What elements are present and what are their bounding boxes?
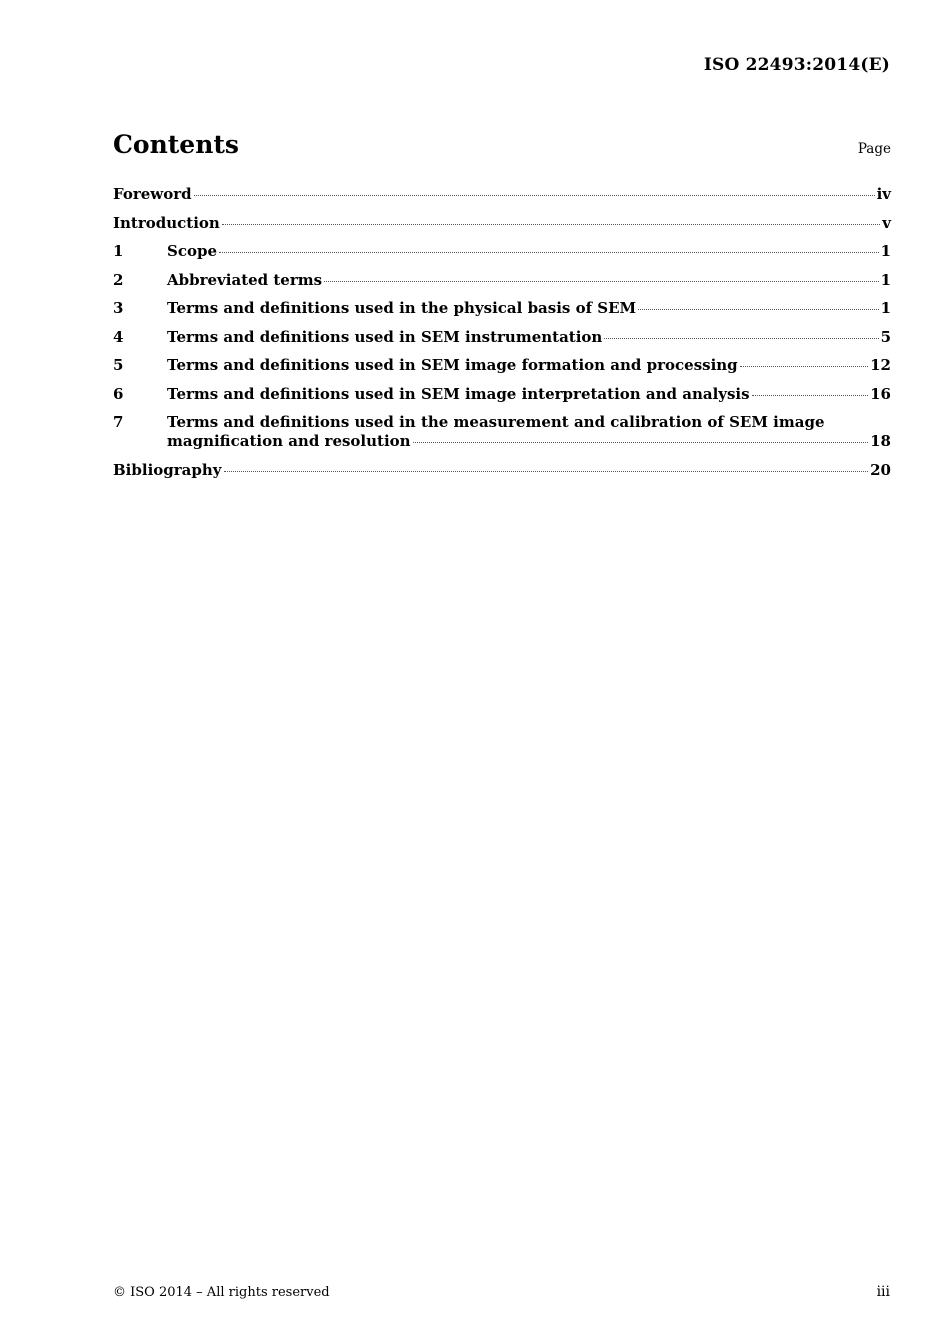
toc-entry-number: 7 bbox=[113, 413, 124, 431]
toc-entry-scope[interactable] bbox=[113, 242, 891, 261]
toc-entry-bibliography[interactable] bbox=[113, 461, 891, 480]
dot-leader bbox=[324, 281, 878, 282]
toc-entry-number: 4 bbox=[113, 327, 124, 346]
toc-entry-number: 3 bbox=[113, 299, 124, 317]
toc-entry-number: 6 bbox=[113, 384, 124, 403]
toc-entry-title-line1: Terms and definitions used in the measurement and calibration of SEM image bbox=[167, 413, 825, 431]
dot-leader bbox=[219, 252, 879, 253]
toc-entry-number: 2 bbox=[113, 270, 124, 289]
dot-leader bbox=[222, 224, 880, 225]
toc-entry-instrumentation[interactable] bbox=[113, 328, 891, 347]
toc-entry-number: 5 bbox=[113, 356, 124, 374]
footer-page-number: iii bbox=[876, 1284, 890, 1300]
toc-entry-page: 1 bbox=[880, 299, 891, 317]
footer-copyright: © ISO 2014 – All rights reserved bbox=[113, 1285, 330, 1300]
toc-entry-page: 1 bbox=[880, 270, 891, 289]
toc-entry-page: 1 bbox=[880, 242, 891, 260]
toc-entry-title: Abbreviated terms bbox=[167, 270, 323, 289]
dot-leader bbox=[638, 309, 878, 310]
toc-entry-page: iv bbox=[876, 185, 891, 203]
dot-leader bbox=[752, 395, 869, 396]
toc-entry-page: 16 bbox=[870, 384, 891, 403]
toc-entry-page: 5 bbox=[880, 327, 891, 346]
dot-leader bbox=[413, 442, 869, 443]
toc-entry-page: 20 bbox=[870, 460, 891, 479]
toc-entry-title: Introduction bbox=[113, 213, 220, 232]
toc-entry-title: Scope bbox=[167, 242, 218, 260]
table-of-contents bbox=[113, 185, 891, 489]
toc-entry-image-formation[interactable] bbox=[113, 356, 891, 375]
contents-title: Contents bbox=[113, 130, 240, 159]
toc-entry-page: 18 bbox=[870, 432, 891, 450]
toc-entry-foreword[interactable] bbox=[113, 185, 891, 204]
toc-entry-page: v bbox=[882, 213, 891, 232]
toc-entry-introduction[interactable] bbox=[113, 214, 891, 233]
toc-entry-calibration[interactable] bbox=[113, 413, 891, 451]
toc-entry-number: 1 bbox=[113, 242, 124, 260]
page-column-label: Page bbox=[857, 141, 891, 157]
toc-entry-title: Terms and definitions used in SEM instrumentation bbox=[167, 327, 603, 346]
toc-entry-title: Terms and definitions used in the physical basis of SEM bbox=[167, 299, 637, 317]
dot-leader bbox=[740, 366, 868, 367]
toc-entry-page: 12 bbox=[870, 356, 891, 374]
toc-entry-title: Foreword bbox=[113, 185, 192, 203]
toc-entry-title: Terms and definitions used in SEM image formation and processing bbox=[167, 356, 738, 374]
toc-entry-abbreviated-terms[interactable] bbox=[113, 271, 891, 290]
dot-leader bbox=[194, 195, 875, 196]
toc-entry-title: Bibliography bbox=[113, 460, 222, 479]
toc-entry-title: Terms and definitions used in SEM image interpretation and analysis bbox=[167, 384, 750, 403]
dot-leader bbox=[224, 471, 869, 472]
document-id: ISO 22493:2014(E) bbox=[703, 55, 890, 75]
toc-entry-physical-basis[interactable] bbox=[113, 299, 891, 318]
dot-leader bbox=[604, 338, 878, 339]
toc-entry-title-line2: magnification and resolution bbox=[167, 432, 411, 450]
toc-entry-image-interpretation[interactable] bbox=[113, 385, 891, 404]
contents-header bbox=[113, 130, 891, 159]
